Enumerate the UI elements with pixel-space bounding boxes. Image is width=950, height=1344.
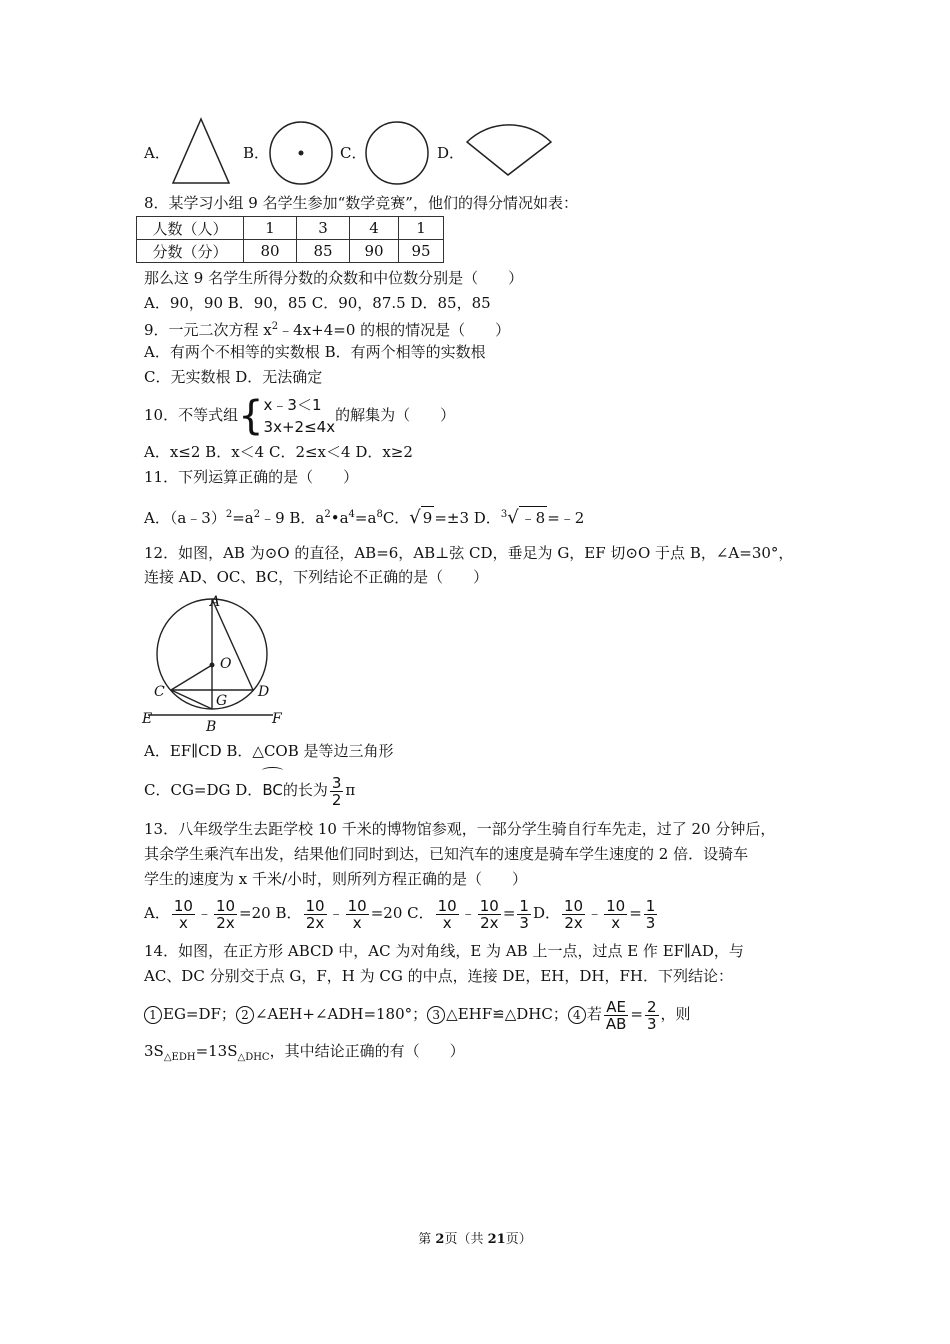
q7-option-b-label: B． [243, 144, 270, 162]
q9-stem [144, 316, 510, 341]
q12-line-2: 连接 AD、OC、BC，下列结论不正确的是（ ） [144, 568, 489, 586]
fraction [330, 775, 344, 808]
numerator: 10 [347, 896, 367, 915]
q9-stem-text: 9．一元二次方程 x [144, 321, 272, 339]
q9-exponent: 2 [271, 321, 279, 332]
label-f: F [272, 711, 282, 727]
circled-number: 1 [144, 1006, 162, 1024]
eq: =20 [239, 904, 276, 922]
q9-options-line-1: A．有两个不相等的实数根 B．有两个相等的实数根 [144, 343, 486, 361]
footer-text: 页） [505, 1232, 532, 1247]
q11-b-rest: =a [354, 509, 377, 527]
q14-conclusions [144, 994, 691, 1034]
sqrt-icon: √ [409, 507, 421, 528]
table-cell: 85 [297, 240, 350, 263]
eq: =20 [370, 904, 408, 922]
circle-shape [364, 120, 430, 186]
circled-number: 3 [427, 1006, 445, 1024]
eq: = [502, 904, 516, 922]
denominator: 3 [645, 913, 656, 932]
conclusion-4: 若 [586, 1005, 602, 1023]
q9-options-line-2: C．无实数根 D．无法确定 [144, 368, 323, 386]
sup: 4 [348, 509, 355, 520]
page-number: 2 [435, 1232, 445, 1247]
circle-with-center-shape [268, 120, 334, 186]
fraction [172, 898, 195, 931]
q12-options-line-2 [144, 770, 355, 810]
total-pages: 21 [487, 1232, 506, 1247]
minus: ﹣ [328, 904, 344, 922]
fraction [478, 898, 501, 931]
fraction [604, 999, 629, 1032]
denominator: 3 [519, 913, 529, 932]
denominator: x [178, 913, 188, 932]
table-row [137, 217, 444, 240]
footer-text: 页（共 [444, 1232, 488, 1247]
numerator: 1 [519, 896, 529, 915]
pi-symbol: π [345, 781, 356, 799]
eq: = [630, 1005, 643, 1023]
label-a: A [210, 594, 221, 610]
q14-question: ，其中结论正确的有（ ） [269, 1042, 465, 1060]
radicand: ﹣8 [519, 506, 548, 529]
inequality-1: x﹣3＜1 [263, 396, 322, 414]
q12-options-line-1: A．EF∥CD B．△COB 是等边三角形 [144, 742, 394, 760]
q11-a-rest: =a [232, 509, 254, 527]
conclusion-1: EG=DF； [163, 1005, 236, 1023]
numerator: 10 [437, 896, 457, 915]
numerator: 10 [305, 896, 325, 915]
sector-shape [462, 120, 556, 178]
table-cell: 1 [244, 217, 297, 240]
page-footer [0, 1229, 950, 1251]
triangle-shape [170, 116, 232, 186]
q8-options: A．90，90 B．90，85 C．90，87.5 D．85，85 [144, 294, 491, 312]
q12-opt2-mid: 的长为 [282, 781, 328, 799]
fraction [604, 898, 627, 931]
table-cell: 95 [399, 240, 444, 263]
conclusion-2: ∠AEH+∠ADH=180°； [254, 1005, 428, 1023]
q10-stem [144, 392, 455, 438]
q13-line-1: 13．八年级学生去距学校 10 千米的博物馆参观，一部分学生骑自行车先走，过了 20 分钟后， [144, 820, 776, 838]
numerator: 10 [215, 896, 236, 915]
fraction [436, 898, 459, 931]
denominator: AB [605, 1014, 627, 1033]
q11-stem: 11．下列运算正确的是（ ） [144, 468, 359, 486]
denominator: x [442, 913, 452, 932]
q7-option-c-label: C． [340, 144, 367, 162]
subscript: △EDH [163, 1052, 196, 1063]
conclusion-3: △EHF≌△DHC； [446, 1005, 568, 1023]
sup: 2 [253, 509, 261, 520]
sup: 8 [376, 509, 383, 520]
q7-option-a-label: A． [144, 144, 170, 162]
denominator: 2x [216, 913, 235, 932]
circle-geometry-figure [138, 592, 288, 734]
label-b: B [206, 719, 217, 734]
q11-options [144, 504, 584, 529]
label-d: D [258, 684, 270, 700]
inequality-system [264, 394, 336, 438]
q11-c-rest: =±3 D． [434, 509, 501, 527]
label-e: E [142, 711, 153, 727]
sqrt-icon: √ [507, 507, 519, 528]
table-row [137, 240, 444, 263]
fraction [517, 898, 531, 931]
table-cell: 90 [350, 240, 399, 263]
table-cell: 80 [244, 240, 297, 263]
q9-stem-rest: ﹣4x+4=0 的根的情况是（ ） [278, 321, 511, 339]
area-text: =13S [195, 1042, 238, 1060]
then-text: ，则 [660, 1005, 691, 1023]
q14-line-2: AC、DC 分别交于点 G，F，H 为 CG 的中点，连接 DE，EH，DH，FH．下列结论： [144, 967, 733, 985]
numerator: 10 [173, 896, 193, 915]
q8-stem: 8．某学习小组 9 名学生参加“数学竞赛”，他们的得分情况如表： [144, 194, 578, 212]
fraction [645, 999, 659, 1032]
q11-a-rest2: ﹣9 B．a [260, 509, 325, 527]
denominator: 2 [331, 790, 342, 809]
q10-options: A．x≤2 B．x＜4 C．2≤x＜4 D．x≥2 [144, 443, 413, 461]
fraction [644, 898, 658, 931]
minus: ﹣ [460, 904, 476, 922]
numerator: 10 [564, 896, 584, 915]
fraction [304, 898, 327, 931]
q8-question: 那么这 9 名学生所得分数的众数和中位数分别是（ ） [144, 269, 524, 287]
q13-c: C． [407, 904, 434, 922]
sup: 2 [324, 509, 331, 520]
q11-c: C． [382, 509, 410, 527]
q12-line-1: 12．如图，AB 为⊙O 的直径，AB=6，AB⊥弦 CD，垂足为 G，EF 切⊙O 于点 B，∠A=30°， [144, 544, 794, 562]
q10-post: 的解集为（ ） [335, 406, 456, 424]
q14-line-3 [144, 1040, 465, 1069]
footer-text: 第 [418, 1232, 436, 1247]
q13-line-3: 学生的速度为 x 千米/小时，则所列方程正确的是（ ） [144, 870, 528, 888]
circled-number: 2 [236, 1006, 254, 1024]
table-cell: 分数（分） [137, 240, 244, 263]
denominator: 3 [646, 1014, 657, 1033]
label-o: O [220, 656, 232, 672]
numerator: 3 [331, 773, 342, 792]
q13-options [144, 893, 659, 933]
numerator: AE [604, 999, 629, 1016]
numerator: 10 [606, 896, 626, 915]
fraction [346, 898, 369, 931]
area-text: 3S [144, 1042, 164, 1060]
q12-opt2-pre: C．CG=DG D． [144, 781, 263, 799]
denominator: x [352, 913, 362, 932]
numerator: 2 [646, 997, 657, 1016]
q13-b: B． [275, 904, 302, 922]
minus: ﹣ [587, 904, 603, 922]
fraction [214, 898, 237, 931]
table-cell: 4 [350, 217, 399, 240]
denominator: 2x [305, 913, 325, 932]
q13-line-2: 其余学生乘汽车出发，结果他们同时到达，已知汽车的速度是骑车学生速度的 2 倍．设骑车 [144, 845, 749, 863]
brace-icon: { [238, 393, 264, 439]
label-c: C [154, 684, 165, 700]
q11-b-mid: •a [330, 509, 349, 527]
root-index: 3 [500, 509, 508, 520]
numerator: 10 [479, 896, 499, 915]
fraction [562, 898, 585, 931]
q13-d: D． [532, 904, 560, 922]
denominator: 2x [564, 913, 583, 932]
score-table [136, 216, 444, 263]
q11-d-rest: =﹣2 [547, 509, 585, 527]
circled-number: 4 [568, 1006, 586, 1024]
minus: ﹣ [196, 904, 212, 922]
subscript: △DHC [237, 1052, 270, 1063]
denominator: 2x [480, 913, 499, 932]
sup: 2 [225, 509, 233, 520]
label-g: G [216, 693, 228, 709]
q11-a: A．（a﹣3） [144, 509, 226, 527]
arc-bc: BC [262, 770, 283, 810]
denominator: x [611, 913, 621, 932]
table-cell: 3 [297, 217, 350, 240]
table-cell: 1 [399, 217, 444, 240]
q14-line-1: 14．如图，在正方形 ABCD 中，AC 为对角线，E 为 AB 上一点，过点 E 作 EF∥AD，与 [144, 942, 744, 960]
numerator: 1 [645, 896, 656, 915]
q10-pre: 10．不等式组 [144, 406, 239, 424]
q7-option-d-label: D． [437, 144, 465, 162]
inequality-2: 3x+2≤4x [263, 418, 336, 436]
q13-a: A． [144, 904, 170, 922]
radicand: 9 [421, 506, 435, 529]
table-cell: 人数（人） [137, 217, 244, 240]
eq: = [629, 904, 642, 922]
